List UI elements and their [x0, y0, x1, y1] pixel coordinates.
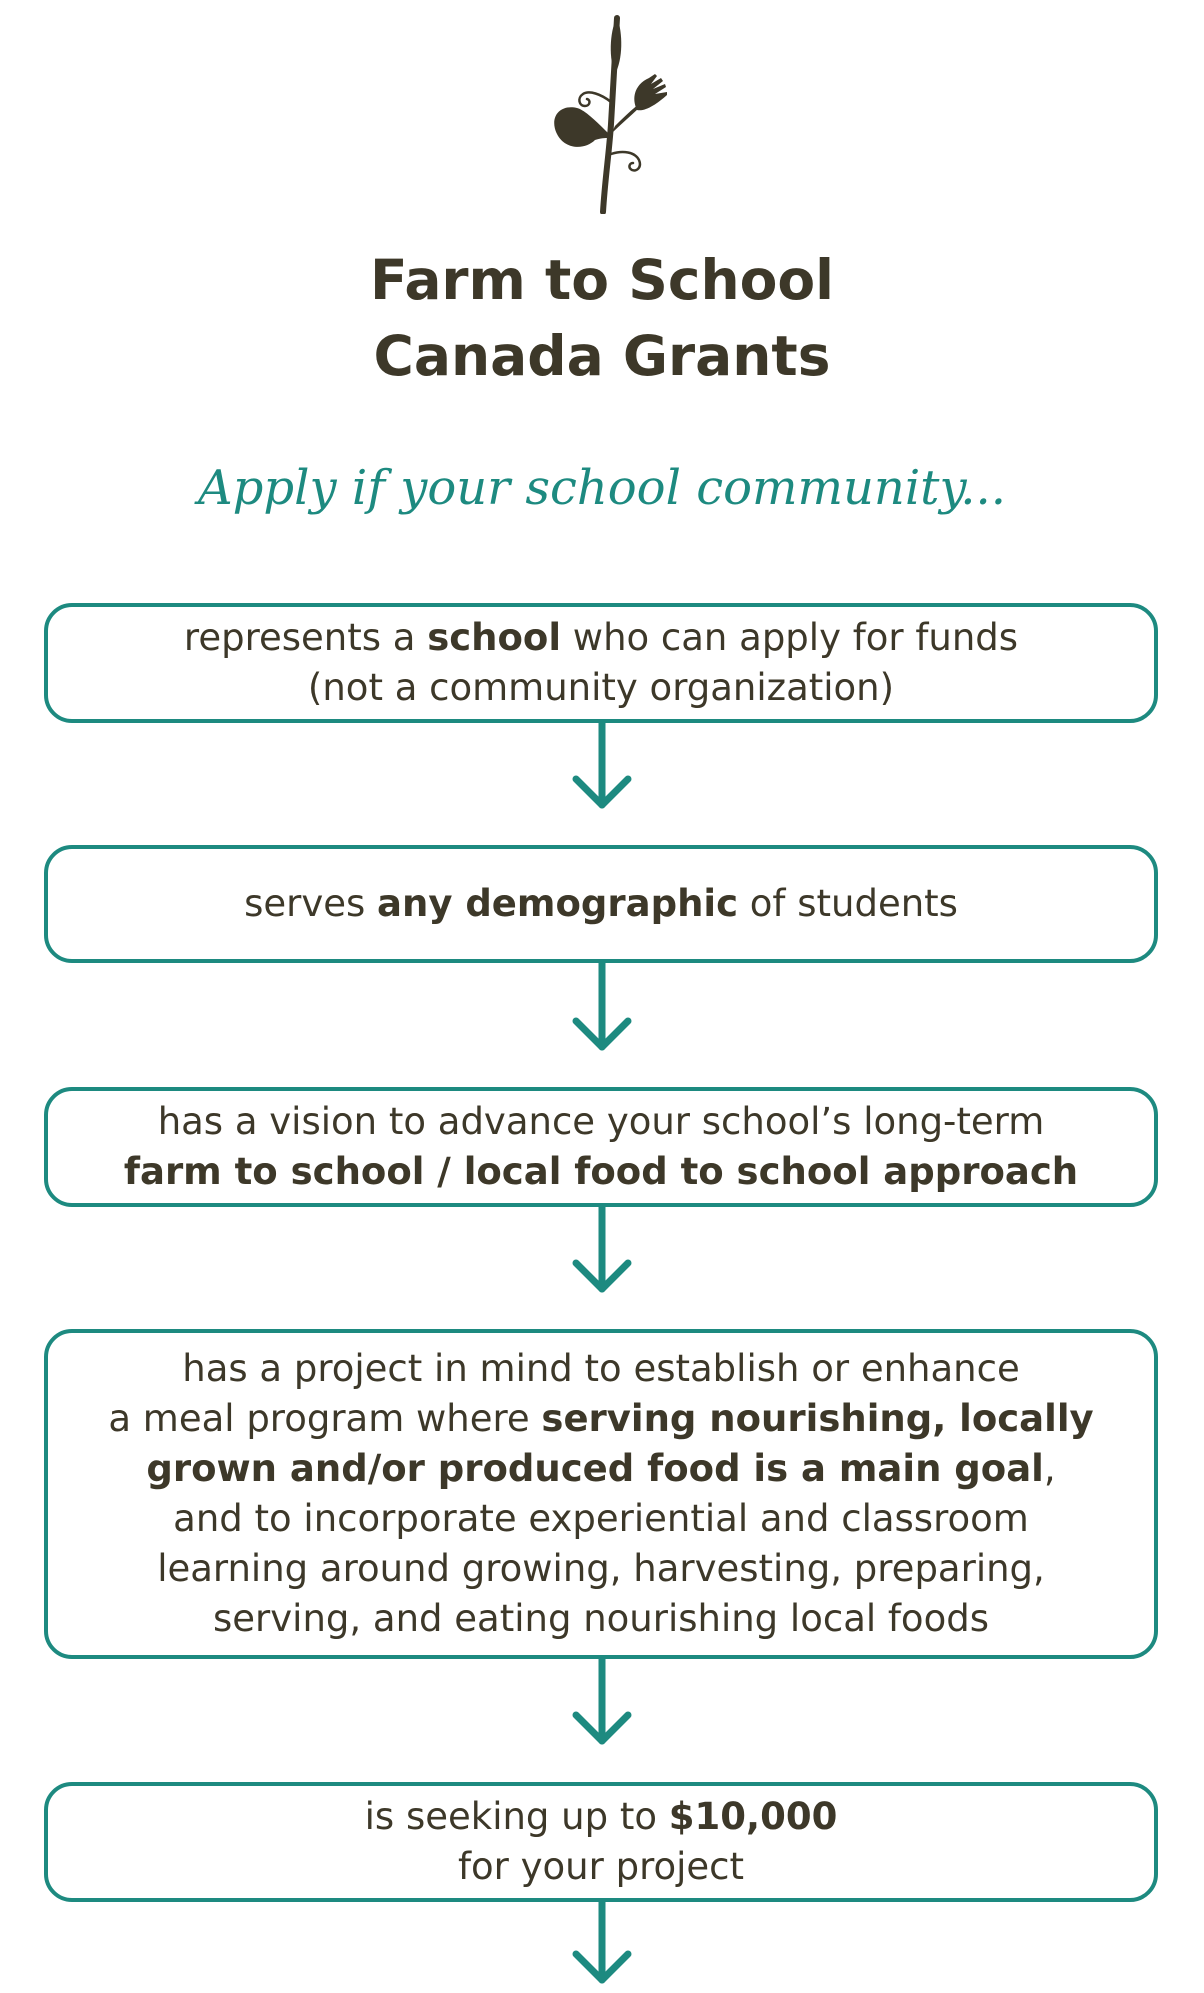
text-segment: represents a [183, 616, 428, 659]
bold-text: grown and/or produced food is a main goal [146, 1447, 1044, 1490]
page-title [0, 242, 1204, 394]
text-segment: (not a community organization) [307, 666, 895, 709]
criteria-box-vision [44, 1087, 1158, 1207]
subtitle: Apply if your school community... [198, 460, 1006, 516]
text-segment: has a vision to advance your school’s long-term [157, 1100, 1045, 1143]
text-segment: of students [738, 882, 958, 925]
arrow-down-icon [570, 1659, 634, 1749]
bold-text: farm to school / local food to school approach [123, 1150, 1079, 1193]
criteria-box-school [44, 603, 1158, 723]
arrow-down-icon [570, 1207, 634, 1297]
text-segment: a meal program where [108, 1397, 542, 1440]
bold-text: any demographic [377, 882, 739, 925]
criteria-text [184, 613, 1018, 713]
bold-text: school [427, 616, 562, 659]
criteria-text [124, 1097, 1078, 1197]
title-line-2: Canada Grants [373, 324, 831, 388]
text-segment: learning around growing, harvesting, preparing, [157, 1547, 1045, 1590]
arrow-down-icon [570, 963, 634, 1055]
bold-text: $10,000 [668, 1795, 838, 1838]
text-segment: , [1043, 1447, 1056, 1490]
criteria-text [244, 879, 958, 929]
criteria-text [365, 1792, 838, 1892]
text-segment: is seeking up to [364, 1795, 669, 1838]
spoon-fork-sprout-icon [545, 14, 675, 214]
text-segment: who can apply for funds [561, 616, 1019, 659]
criteria-box-funding [44, 1782, 1158, 1902]
criteria-box-project [44, 1329, 1158, 1659]
arrow-down-icon [570, 1902, 634, 1988]
arrow-down-icon [570, 723, 634, 813]
text-segment: has a project in mind to establish or enhance [182, 1347, 1020, 1390]
text-segment: and to incorporate experiential and classroom [173, 1497, 1029, 1540]
title-line-1: Farm to School [369, 248, 835, 312]
text-segment: serving, and eating nourishing local foods [213, 1597, 989, 1640]
criteria-text [108, 1344, 1093, 1644]
text-segment: serves [244, 882, 378, 925]
text-segment: for your project [457, 1845, 744, 1888]
criteria-box-demographic [44, 845, 1158, 963]
bold-text: serving nourishing, locally [541, 1397, 1094, 1440]
